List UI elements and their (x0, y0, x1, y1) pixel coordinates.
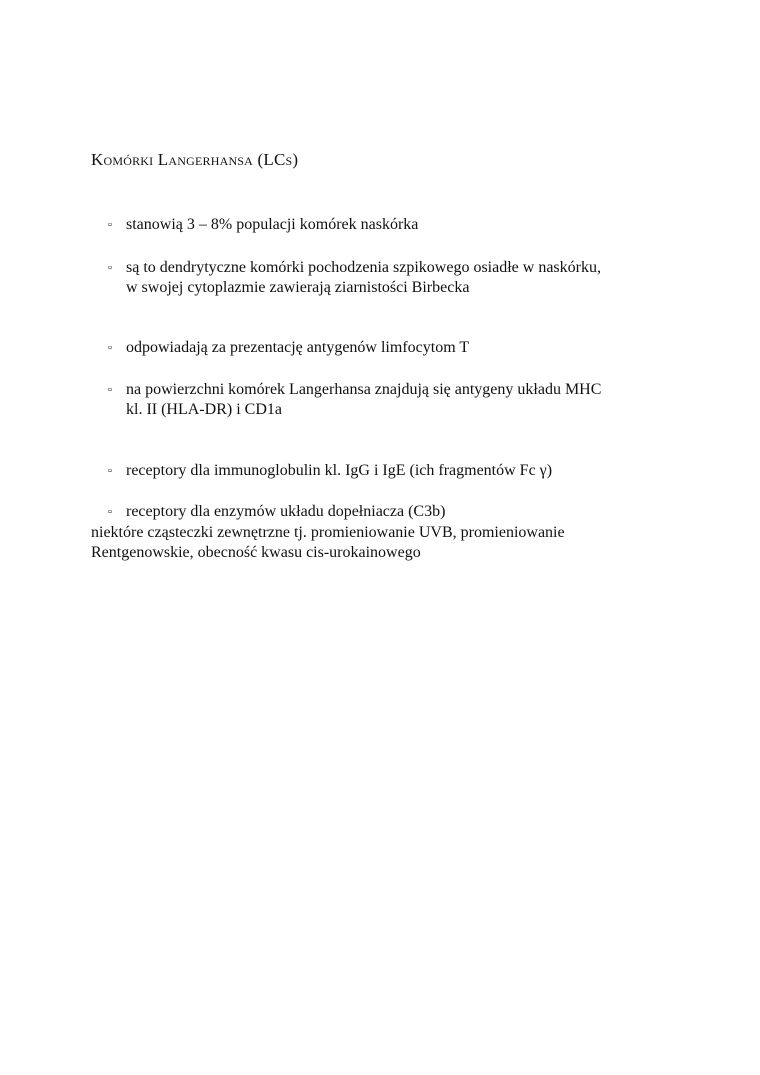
list-item-text (126, 461, 552, 481)
list-item-line: stanowią 3 – 8% populacji komórek naskórka (126, 216, 419, 233)
trailing-text-line: Rentgenowskie, obecność kwasu cis-urokainowego (91, 544, 421, 561)
trailing-text-line: niektóre cząsteczki zewnętrzne tj. promieniowanie UVB, promieniowanie (91, 524, 565, 541)
list-item-text (126, 502, 445, 522)
bullet-icon: ▫ (108, 506, 112, 518)
list-item-line: w swojej cytoplazmie zawierają ziarnistości Birbecka (126, 279, 470, 296)
list-item-line: odpowiadają za prezentację antygenów limfocytom T (126, 339, 470, 356)
list-item-line: receptory dla enzymów układu dopełniacza (C3b) (126, 503, 446, 520)
list-item-text (126, 338, 469, 358)
list-item-text (126, 215, 418, 235)
trailing-text (91, 523, 565, 563)
bullet-icon: ▫ (108, 465, 112, 477)
bullet-icon: ▫ (108, 262, 112, 274)
list-item-line: są to dendrytyczne komórki pochodzenia szpikowego osiadłe w naskórku, (126, 259, 601, 276)
list-item-line: kl. II (HLA-DR) i CD1a (126, 401, 282, 418)
bullet-icon: ▫ (108, 219, 112, 231)
list-item-line: receptory dla immunoglobulin kl. IgG i IgE (ich fragmentów Fc γ) (126, 462, 553, 479)
document-heading: Komórki Langerhansa (LCs) (91, 150, 299, 169)
bullet-icon: ▫ (108, 342, 112, 354)
list-item-line: na powierzchni komórek Langerhansa znajdują się antygeny układu MHC (126, 381, 602, 398)
list-item-text (126, 380, 601, 420)
list-item-text (126, 258, 601, 298)
bullet-icon: ▫ (108, 384, 112, 396)
